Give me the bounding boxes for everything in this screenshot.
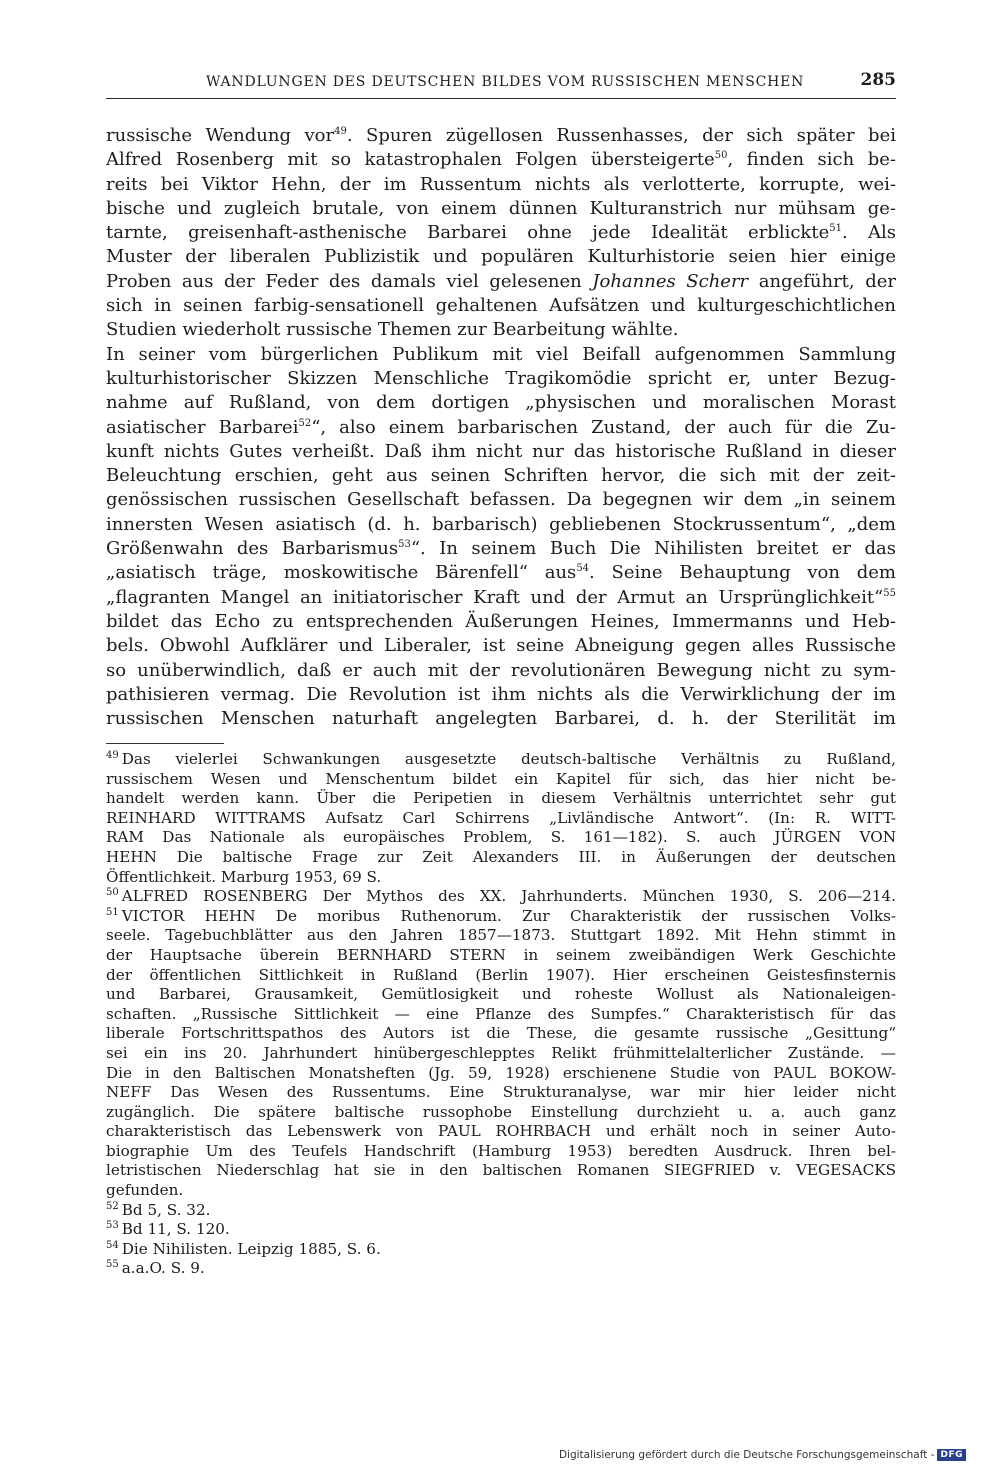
credit-text: Digitalisierung gefördert durch die Deutsche Forschungsgemeinschaft - [558,1449,935,1461]
body-line [106,610,896,634]
body-text: bels. Obwohl Aufklärer und Liberaler, ist seine Abneigung gegen alles Russische [106,635,896,657]
footnote-line [106,1005,896,1025]
footnote-line [106,1083,896,1103]
footnote-line [106,848,896,868]
body-text: Alfred Rosenberg mit so katastrophalen Folgen übersteigerte [106,149,715,171]
footnote-text: REINHARD WITTRAMS Aufsatz Carl Schirrens „Livländische Antwort“. (In: R. WITT- [106,808,896,827]
footnote-reference[interactable]: 49 [334,126,347,137]
footnote-line [106,789,896,809]
footnote-text: RAM Das Nationale als europäisches Problem, S. 161—182). S. auch JÜRGEN VON [106,828,896,847]
footnote-text: a.a.O. S. 9. [121,1259,205,1278]
body-line [106,537,896,561]
body-text: „flagranten Mangel an initiatorischer Kraft und der Armut an Ursprünglichkeit“ [106,586,884,608]
body-line [106,221,896,245]
body-text: sich in seinen farbig-sensationell gehaltenen Aufsätzen und kulturgeschichtlichen [106,295,896,317]
body-text: „asiatisch träge, moskowitische Bärenfell“ aus [106,562,577,584]
footnote-line [106,770,896,790]
footnote-text: NEFF Das Wesen des Russentums. Eine Strukturanalyse, war mir hier leider nicht [106,1083,896,1102]
body-text: Studien wiederholt russische Themen zur Bearbeitung wählte. [106,319,679,341]
footnote-text: der Hauptsache überein BERNHARD STERN in seinem zweibändigen Werk Geschichte [106,945,896,964]
footnote-text: schaften. „Russische Sittlichkeit — eine Pflanze des Sumpfes.“ Charakteristisch für das [106,1004,896,1023]
body-line [106,513,896,537]
footnote-text: gefunden. [106,1181,184,1200]
body-text: innersten Wesen asiatisch (d. h. barbarisch) gebliebenen Stockrussentum“, „dem [106,513,896,535]
body-text: Muster der liberalen Publizistik und populären Kulturhistorie seien hier einige [106,246,896,268]
footnote-text: seele. Tagebuchblätter aus den Jahren 1857—1873. Stuttgart 1892. Mit Hehn stimmt in [106,926,896,945]
footnote-text: biographie Um des Teufels Handschrift (Hamburg 1953) beredten Ausdruck. Ihren bel- [106,1141,896,1160]
footnote-reference[interactable]: 53 [398,539,411,551]
body-text: “, also einem barbarischen Zustand, der auch für die Zu- [311,416,896,438]
footnote-text: Die in den Baltischen Monatsheften (Jg. 59, 1928) erschienene Studie von PAUL BOKOW- [106,1063,896,1082]
footnote-text: Das vielerlei Schwankungen ausgesetzte deutsch-baltische Verhältnis zu Rußland, [121,750,896,768]
footnote-text: handelt werden kann. Über die Peripetien in diesem Verhältnis unterrichtet sehr gut [106,789,896,808]
footnote-divider [106,743,224,744]
body-line [106,318,896,342]
footnote-reference[interactable]: 50 [714,150,728,162]
footnote-text: Bd 5, S. 32. [121,1200,211,1219]
footnote-line [106,926,896,946]
footnote-text: Bd 11, S. 120. [121,1220,230,1239]
footnote-line [106,887,896,907]
footnote-text: zugänglich. Die spätere baltische russophobe Einstellung durchzieht u. a. auch ganz [106,1102,896,1121]
footnote-line [106,1122,896,1142]
running-title: WANDLUNGEN DES DEUTSCHEN BILDES VOM RUSSISCHEN MENSCHEN [206,74,805,90]
footnote-line [106,1181,896,1201]
body-line [106,270,896,294]
footnote-reference[interactable]: 52 [298,417,312,429]
body-text: kunft nichts Gutes verheißt. Daß ihm nicht nur das historische Rußland in dieser [106,440,896,462]
body-text: “. In seinem Buch Die Nihilisten breitet er das [410,538,896,560]
body-text: angeführt, der [748,270,896,292]
footnote-text: charakteristisch das Lebenswerk von PAUL ROHRBACH und erhält noch in seiner Auto- [106,1122,896,1141]
footnote-number: 49 [106,750,119,761]
footnote-text: liberale Fortschrittspathos des Autors ist die These, die gesamte russische „Gesittung“ [106,1024,896,1043]
footnote-text: russischem Wesen und Menschentum bildet ein Kapitel für sich, das hier nicht be- [106,769,896,788]
footnote-line [106,1240,896,1260]
body-line [106,464,896,488]
body-line [106,367,896,391]
footnote-reference[interactable]: 55 [883,587,896,599]
footnote-line [106,1044,896,1064]
footnote-number: 53 [106,1220,119,1232]
footnote-text: Die Nihilisten. Leipzig 1885, S. 6. [121,1239,381,1258]
footnote-line [106,828,896,848]
footnote-text: VICTOR HEHN De moribus Ruthenorum. Zur Charakteristik der russischen Volks- [121,906,896,925]
body-text: Proben aus der Feder des damals viel gelesenen [106,270,593,292]
body-line [106,707,896,731]
footnote-number: 52 [106,1200,119,1212]
footnote-number: 50 [106,887,119,899]
body-line [106,416,896,440]
digitization-credit [559,1449,966,1461]
footnote-text: und Barbarei, Grausamkeit, Gemütlosigkeit und roheste Wollust als Nationaleigen- [106,985,896,1004]
footnote-line [106,1024,896,1044]
body-text: bildet das Echo zu entsprechenden Äußerungen Heines, Immermanns und Heb- [106,610,896,632]
footnote-line [106,1142,896,1162]
body-line [106,391,896,415]
body-line [106,124,896,148]
body-line [106,343,896,367]
body-text [106,124,896,731]
body-text: Größenwahn des Barbarismus [106,538,399,560]
footnote-line [106,750,896,770]
body-text: . Seine Behauptung von dem [589,562,896,584]
footnote-reference[interactable]: 54 [576,563,590,575]
footnote-line [106,1220,896,1240]
footnote-text: HEHN Die baltische Frage zur Zeit Alexanders III. in Äußerungen der deutschen [106,847,896,866]
footnote-line [106,1161,896,1181]
dfg-logo: DFG [937,1449,966,1461]
body-text: bische und zugleich brutale, von einem dünnen Kulturanstrich nur mühsam ge- [106,197,896,219]
footnote-number: 54 [106,1239,119,1251]
footnote-number: 55 [106,1259,119,1271]
body-line [106,294,896,318]
body-text: pathisieren vermag. Die Revolution ist ihm nichts als die Verwirklichung der im [106,683,896,705]
footnote-line [106,946,896,966]
running-head [106,72,896,99]
footnote-line [106,907,896,927]
footnote-reference[interactable]: 51 [829,223,842,235]
body-line [106,148,896,172]
page-number: 285 [860,70,896,90]
footnote-line [106,1201,896,1221]
footnote-number: 51 [106,906,119,918]
body-text: genössischen russischen Gesellschaft befassen. Da begegnen wir dem „in seinem [106,489,896,511]
body-line [106,197,896,221]
body-line [106,634,896,658]
body-line [106,561,896,585]
footnote-text: der öffentlichen Sittlichkeit in Rußland (Berlin 1907). Hier erscheinen Geistesfinsternis [106,965,896,984]
footnotes [106,750,896,1279]
body-line [106,488,896,512]
body-line [106,440,896,464]
footnote-text: sei ein ins 20. Jahrhundert hinübergeschlepptes Relikt frühmittelalterlicher Zustände. — [106,1043,896,1062]
body-text: kulturhistorischer Skizzen Menschliche Tragikomödie spricht er, unter Bezug- [106,367,896,389]
footnote-line [106,1259,896,1279]
body-line [106,586,896,610]
body-text: . Als [841,222,896,244]
body-text: , finden sich be- [727,149,896,171]
footnote-line [106,868,896,888]
body-text: reits bei Viktor Hehn, der im Russentum nichts als verlotterte, korrupte, wei- [106,173,896,195]
body-text: russischen Menschen naturhaft angelegten Barbarei, d. h. der Sterilität im [106,708,896,730]
body-text: russische Wendung vor [106,125,335,146]
footnote-line [106,985,896,1005]
body-text: so unüberwindlich, daß er auch mit der revolutionären Bewegung nicht zu sym- [106,659,896,681]
body-line [106,683,896,707]
italic-name: Johannes Scherr [592,270,749,292]
body-text: . Spuren zügellosen Russenhasses, der sich später bei [346,125,896,146]
footnote-text: ALFRED ROSENBERG Der Mythos des XX. Jahrhunderts. München 1930, S. 206—214. [121,887,896,906]
body-text: tarnte, greisenhaft-asthenische Barbarei ohne jede Idealität erblickte [106,222,830,244]
body-text: asiatischer Barbarei [106,416,299,438]
body-line [106,173,896,197]
footnote-line [106,1064,896,1084]
body-line [106,245,896,269]
body-text: nahme auf Rußland, von dem dortigen „physischen und moralischen Morast [106,392,896,414]
footnote-line [106,1103,896,1123]
body-text: Beleuchtung erschien, geht aus seinen Schriften hervor, die sich mit der zeit- [106,465,896,487]
footnote-line [106,809,896,829]
footnote-text: Öffentlichkeit. Marburg 1953, 69 S. [106,867,382,886]
footnote-line [106,966,896,986]
footnote-text: letristischen Niederschlag hat sie in den baltischen Romanen SIEGFRIED v. VEGESACKS [106,1161,896,1180]
body-text: In seiner vom bürgerlichen Publikum mit viel Beifall aufgenommen Sammlung [106,343,896,365]
body-line [106,659,896,683]
